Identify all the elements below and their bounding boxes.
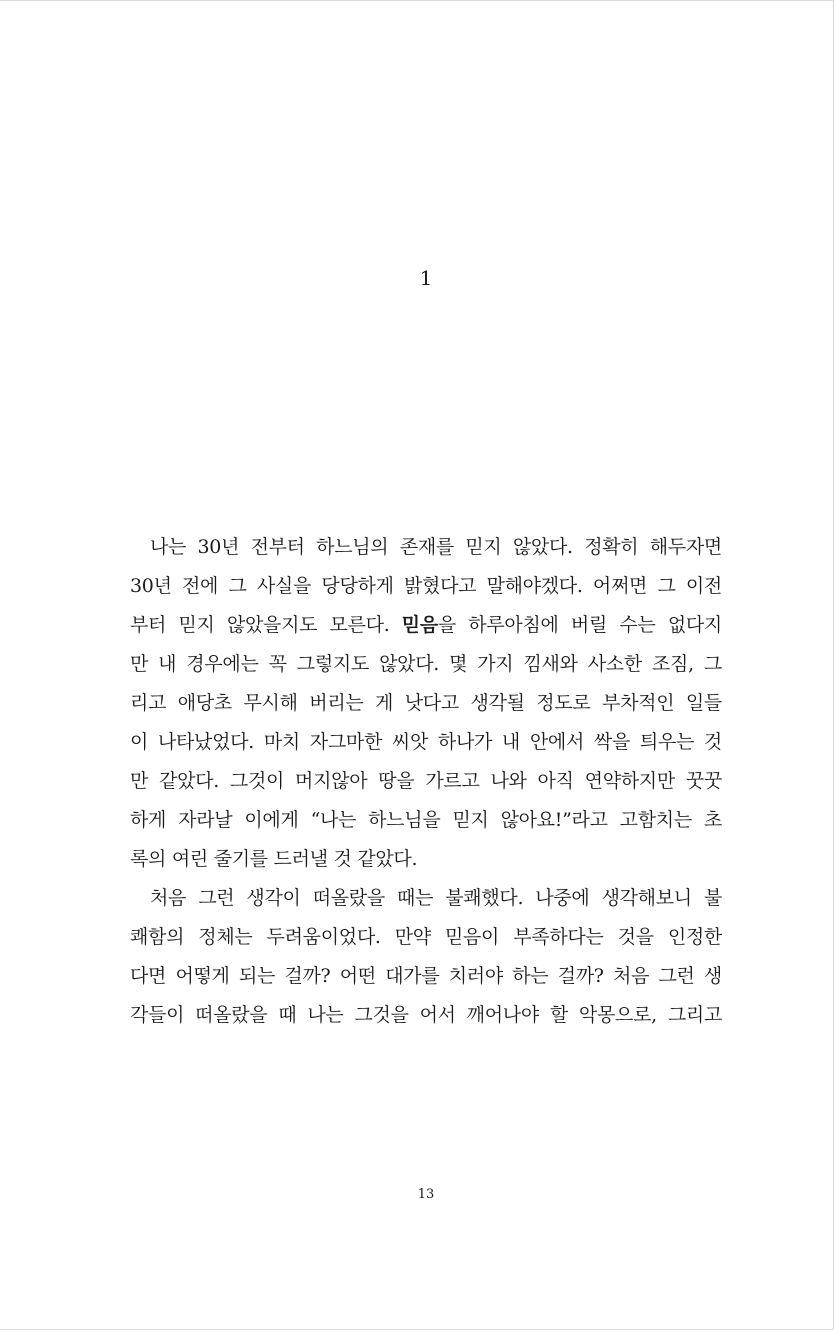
- text-line: [130, 879, 722, 918]
- text-segment: 이 나타났었다. 마치 자그마한 씨앗 하나가 내 안에서 싹을 틔우는 것: [130, 731, 722, 753]
- text-segment: 30년 전에 그 사실을 당당하게 밝혔다고 말해야겠다. 어쩌면 그 이전: [130, 575, 722, 597]
- text-line: [130, 762, 722, 801]
- text-line: [130, 957, 722, 996]
- text-segment: 만 같았다. 그것이 머지않아 땅을 가르고 나와 아직 연약하지만 꿋꿋: [130, 770, 722, 792]
- text-segment: 하게 자라날 이에게 “나는 하느님을 믿지 않아요!”라고 고함치는 초: [130, 809, 722, 831]
- text-line: [130, 918, 722, 957]
- text-line: [130, 723, 722, 762]
- text-line: [130, 840, 722, 879]
- chapter-number: 1: [419, 266, 433, 290]
- text-segment: 다면 어떻게 되는 걸까? 어떤 대가를 치러야 하는 걸까? 처음 그런 생: [130, 965, 722, 987]
- bold-term: 믿음: [401, 614, 438, 636]
- text-line: [130, 684, 722, 723]
- text-segment: 만 내 경우에는 꼭 그렇지도 않았다. 몇 가지 낌새와 사소한 조짐, 그: [130, 653, 722, 675]
- text-line: [130, 996, 722, 1035]
- text-segment: 리고 애당초 무시해 버리는 게 낫다고 생각될 정도로 부차적인 일들: [130, 692, 722, 714]
- text-segment: 부터 믿지 않았을지도 모른다.: [130, 614, 402, 636]
- text-line: [130, 567, 722, 606]
- text-segment: 각들이 떠올랐을 때 나는 그것을 어서 깨어나야 할 악몽으로, 그리고: [130, 1004, 722, 1026]
- text-segment: 을 하루아침에 버릴 수는 없다지: [437, 614, 722, 636]
- text-segment: 처음 그런 생각이 떠올랐을 때는 불쾌했다. 나중에 생각해보니 불: [150, 887, 722, 909]
- text-line: [130, 528, 722, 567]
- text-line: [130, 645, 722, 684]
- text-line: [130, 606, 722, 645]
- text-segment: 쾌함의 정체는 두려움이었다. 만약 믿음이 부족하다는 것을 인정한: [130, 926, 722, 948]
- text-segment: 록의 여린 줄기를 드러낼 것 같았다.: [130, 848, 418, 870]
- text-segment: 나는 30년 전부터 하느님의 존재를 믿지 않았다. 정확히 해두자면: [150, 536, 722, 558]
- page-number: 13: [417, 1187, 435, 1202]
- text-line: [130, 801, 722, 840]
- body-text: [130, 528, 722, 1035]
